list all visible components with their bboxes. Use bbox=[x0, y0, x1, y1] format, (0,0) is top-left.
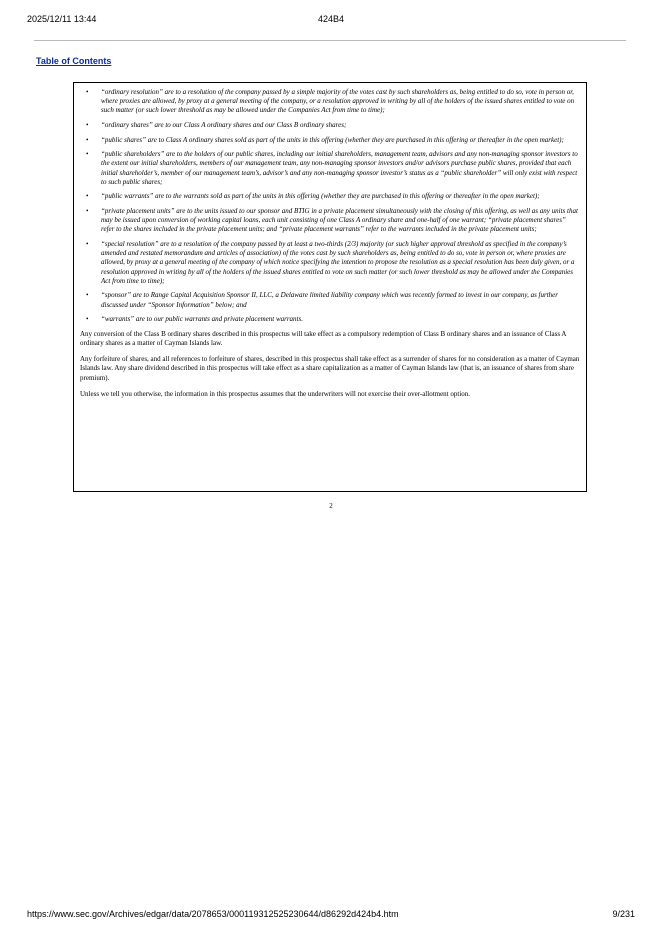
header-divider bbox=[34, 40, 626, 41]
print-document-title: 424B4 bbox=[317, 14, 345, 24]
definition-text: “public warrants” are to the warrants sold as part of the units in this offering (whether they are purchased in this offering or thereafter in the open market); bbox=[101, 192, 540, 201]
table-of-contents-link[interactable]: Table of Contents bbox=[36, 56, 112, 66]
list-item bbox=[80, 291, 580, 309]
list-item bbox=[80, 207, 580, 235]
bullet-icon: • bbox=[86, 121, 89, 129]
bullet-icon: • bbox=[86, 239, 89, 248]
list-item bbox=[80, 315, 580, 324]
over-allotment-paragraph: Unless we tell you otherwise, the information in this prospectus assumes that the underwriters will not exercise their over-allotment option. bbox=[80, 389, 471, 398]
print-timestamp: 2025/12/11 13:44 bbox=[27, 14, 97, 24]
bullet-icon: • bbox=[86, 150, 89, 159]
bullet-icon: • bbox=[86, 315, 89, 324]
definition-text: “public shareholders” are to the holders of our public shares, including our initial shareholders, management team, advisors and any non-managing sponsor investors to the extent our initial shareholders, members of our management team, any non-managing sponsor investors and/or advisors purchase public shares, provided that each initial shareholder’s, member of our management team’s, advisor’s and any non-managing sponsor investor’s status as a “public shareholder” will only exist with respect to such public shares; bbox=[101, 150, 578, 186]
definition-text: “warrants” are to our public warrants and private placement warrants. bbox=[101, 315, 303, 324]
list-item bbox=[80, 150, 580, 187]
source-url: https://www.sec.gov/Archives/edgar/data/2078653/000119312525230644/d86292d424b4.htm bbox=[27, 909, 399, 919]
list-item bbox=[80, 192, 580, 201]
definition-text: “special resolution” are to a resolution of the company passed by at least a two-thirds (2/3) majority (or such higher approval threshold as specified in the company’s amended and restated memorandum and articles of association) of the votes cast by such shareholders as, being entitled to do so, vote in person or, where proxies are allowed, by proxy at a general meeting of the company of which notice specifying the intention to propose the resolution as a special resolution has been duly given, or a resolution approved in writing by all of the holders of the issued shares entitled to vote on such matter (or such lower threshold as may be allowed under the Companies Act from time to time); bbox=[101, 239, 575, 285]
print-page-counter: 9/231 bbox=[612, 909, 635, 919]
list-item bbox=[80, 121, 580, 130]
definition-text: “public shares” are to Class A ordinary shares sold as part of the units in this offering (whether they are purchased in this offering or thereafter in the open market); bbox=[101, 135, 564, 144]
bullet-icon: • bbox=[86, 291, 89, 300]
definition-text: “ordinary shares” are to our Class A ordinary shares and our Class B ordinary shares; bbox=[101, 121, 347, 129]
list-item bbox=[80, 136, 580, 145]
definition-text: “private placement units” are to the units issued to our sponsor and BTIG in a private placement simultaneously with the closing of this offering, as well as any units that may be issued upon conversion of working capital loans, each unit consisting of one Class A ordinary share and one-half of one warrant; “private placement shares” refer to the shares included in the private placement units; and “private placement warrants” refer to the warrants included in the private placement units; bbox=[101, 206, 578, 234]
forfeiture-paragraph: Any forfeiture of shares, and all references to forfeiture of shares, described in this prospectus shall take effect as a surrender of shares for no consideration as a matter of Cayman Islands law. Any share dividend described in this prospectus will take effect as a share capitalization as a matter of Cayman Islands law (that is, an issuance of shares from share premium). bbox=[80, 355, 580, 382]
bullet-icon: • bbox=[86, 135, 89, 144]
conversion-paragraph: Any conversion of the Class B ordinary shares described in this prospectus will take effect as a compulsory redemption of Class B ordinary shares and an issuance of Class A ordinary shares as a matter of Cayman Islands law. bbox=[80, 329, 567, 347]
definition-text: “ordinary resolution” are to a resolution of the company passed by a simple majority of the votes cast by such shareholders as, being entitled to do so, vote in person or, where proxies are allowed, by proxy at a general meeting of the company, or a resolution approved in writing by all of the holders of the issued shares entitled to vote on such matter (or such lower threshold as may be allowed under the Companies Act from time to time); bbox=[101, 88, 575, 115]
page-number: 2 bbox=[329, 502, 333, 510]
list-item bbox=[80, 88, 580, 116]
bullet-icon: • bbox=[86, 192, 89, 201]
bullet-icon: • bbox=[86, 88, 89, 96]
definitions-box bbox=[73, 82, 587, 492]
definition-text: “sponsor” are to Range Capital Acquisition Sponsor II, LLC, a Delaware limited liability company which was recently formed to invest in our company, as further discussed under “Sponsor Information” below; and bbox=[101, 291, 558, 309]
list-item bbox=[80, 240, 580, 286]
bullet-icon: • bbox=[86, 206, 89, 215]
print-footer bbox=[27, 909, 635, 923]
definitions-list bbox=[80, 88, 580, 324]
print-header bbox=[27, 14, 635, 28]
